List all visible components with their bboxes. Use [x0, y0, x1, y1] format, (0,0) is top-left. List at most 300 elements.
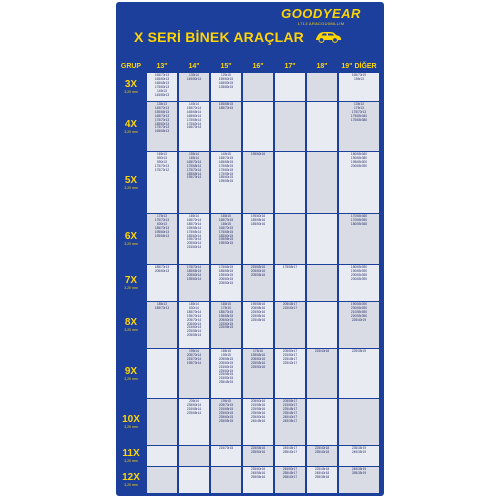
size-cell: [243, 152, 273, 213]
tire-size: 205/60r16: [250, 356, 266, 361]
column-header: 13": [156, 63, 168, 70]
tire-size: 195/60r16: [250, 214, 266, 218]
tire-size: 185/70r14: [186, 309, 202, 314]
group-row: [116, 302, 384, 348]
tire-size: 195/65r13: [154, 233, 170, 238]
tire-size: 205/70r15: [218, 402, 234, 407]
tire-size: 205/60r14: [186, 272, 202, 277]
tire-size: 175/60r15: [218, 167, 234, 172]
group-label: [116, 472, 146, 487]
tire-size: 245/45r17: [282, 446, 298, 450]
tire-size: 165/50r15: [218, 80, 234, 85]
tire-size: 135r13: [354, 102, 364, 106]
tire-size: 170/65r390: [350, 217, 368, 222]
tire-size: 195r14: [189, 349, 199, 353]
tire-size: 185/50r16: [250, 221, 266, 226]
tire-size: 225/40r17: [282, 360, 298, 365]
tire-size: 155/70r14: [186, 105, 202, 110]
tire-size: 215/65r16: [250, 265, 266, 269]
tire-size: 205/60r13: [154, 268, 170, 273]
tire-size: 245/50r17: [282, 467, 298, 471]
tire-size: 215/70r15: [218, 446, 234, 450]
tire-size: 145r14: [189, 102, 199, 106]
size-cell: [243, 214, 273, 264]
size-cell: [211, 152, 241, 213]
group-name: 10X: [122, 414, 140, 425]
size-cell: [339, 102, 379, 151]
size-cell: [147, 152, 177, 213]
tire-size: 195/70r14: [186, 237, 202, 242]
size-cell: [179, 302, 209, 348]
group-name: 12X: [122, 472, 140, 483]
tire-size: 175/65r15: [218, 265, 234, 269]
tire-size: 205/60r16: [250, 399, 266, 403]
tire-size: 195/65r16: [250, 352, 266, 357]
brand-tagline: 1713 ARACGUIMILLIM: [297, 21, 345, 26]
tire-size: 200/65r390: [350, 276, 368, 281]
size-cell: [147, 399, 177, 445]
size-cell: [211, 302, 241, 348]
tire-size: 135r14: [189, 73, 199, 77]
tire-size: 175/65r15: [218, 229, 234, 234]
group-name: 6X: [124, 231, 138, 242]
size-cell: [179, 399, 209, 445]
tire-size: 185/60r15: [218, 233, 234, 238]
group-label: [116, 119, 146, 134]
group-label: [116, 231, 146, 246]
tire-size: 195r15: [221, 352, 231, 357]
tire-size: 155r13: [354, 76, 364, 81]
tire-size: 195/55r16: [250, 302, 266, 306]
tire-size: 225/35r19: [351, 349, 367, 353]
group-row: [116, 214, 384, 264]
tire-size: 225/60r15: [218, 410, 234, 415]
size-cell: [307, 302, 337, 348]
size-cell: [147, 302, 177, 348]
size-cell: [307, 214, 337, 264]
size-cell: [339, 446, 379, 466]
tire-size: 215/50r15: [218, 376, 234, 381]
tire-size: 220/55r390: [350, 313, 368, 318]
group-size: 3,20 mm: [124, 425, 138, 429]
tire-size: 155/70r13: [154, 73, 170, 77]
tire-size: 205/55r14: [186, 333, 202, 338]
tire-size: 185/60r15: [218, 175, 234, 180]
size-cell: [147, 467, 177, 493]
tire-size: 180/65r390: [350, 265, 368, 269]
group-name: 4X: [124, 118, 138, 130]
size-cell: [179, 73, 209, 101]
tire-size: 245/35r19: [351, 449, 367, 454]
size-cell: [211, 265, 241, 301]
size-cell: [339, 214, 379, 264]
group-name: 11X: [122, 448, 140, 459]
tire-size: 195/55r15: [218, 179, 234, 184]
tire-size: 225/45r17: [282, 406, 298, 411]
tire-size: 235/55r15: [218, 418, 234, 423]
size-cell: [243, 446, 273, 466]
size-cell: [179, 446, 209, 466]
tire-size: 175r13: [157, 214, 167, 218]
tire-size: 165r14: [189, 155, 199, 160]
size-cell: [211, 349, 241, 398]
tire-size: 195/60r13: [154, 229, 170, 234]
tire-size: 205/55r16: [250, 272, 266, 277]
column-header: 16": [252, 63, 264, 70]
size-cell: [275, 214, 305, 264]
tire-size: 205/50r17: [282, 349, 298, 353]
group-size: 3,20 mm: [124, 286, 138, 290]
tire-size: 155r14: [189, 152, 199, 156]
tire-size: 165/60r14: [186, 113, 202, 118]
tire-size: 245/40r17: [282, 414, 298, 419]
tire-size: 135r13: [157, 102, 167, 106]
tire-size: 630r14: [189, 305, 199, 310]
tire-size: 205/60r15: [218, 276, 234, 281]
group-label: [116, 175, 146, 190]
tire-size: 185r15: [221, 349, 231, 353]
size-cell: [147, 446, 177, 466]
size-cell: [211, 399, 241, 445]
tire-size: 225/50r16: [250, 364, 266, 369]
tire-size: 195/70r14: [186, 313, 202, 318]
size-cell: [339, 399, 379, 445]
column-header: 19" DİĞER: [341, 63, 377, 70]
tire-size: 195/65r15: [218, 313, 234, 318]
column-header-row: [116, 62, 384, 72]
tire-size: 225/55r16: [250, 446, 266, 450]
group-row: [116, 446, 384, 466]
tire-size: 175/60r13: [154, 84, 170, 89]
tire-size: 195/60r16: [250, 152, 266, 156]
tire-size: 225/55r16: [250, 406, 266, 411]
tire-size: 210/55r390: [350, 309, 368, 314]
column-header: 15": [220, 63, 232, 70]
tire-size: 215/50r17: [282, 402, 298, 407]
tire-size: 165/70r14: [186, 217, 202, 222]
size-cell: [179, 102, 209, 151]
tire-size: 145r13: [157, 88, 167, 93]
group-name: 8X: [124, 317, 138, 328]
tire-size: 255/35r18: [314, 474, 330, 479]
chart-panel: [116, 2, 384, 496]
size-cell: [243, 399, 273, 445]
tire-size: 205/55r17: [282, 399, 298, 403]
size-cell: [307, 73, 337, 101]
tire-size: 225/55r16: [250, 360, 266, 365]
tire-size: 165/70r13: [154, 113, 170, 118]
tire-size: 255/45r17: [282, 470, 298, 475]
car-icon: [314, 28, 342, 44]
tire-size: 195r15: [221, 399, 231, 403]
group-label: [116, 275, 146, 290]
tire-size: 155/65r13: [154, 109, 170, 114]
tire-size: 145/80r14: [186, 76, 202, 81]
size-cell: [275, 102, 305, 151]
group-row: [116, 265, 384, 301]
tire-size: 235/45r15: [218, 380, 234, 385]
group-row: [116, 152, 384, 213]
tire-size: 205/55r16: [250, 305, 266, 310]
tire-size: 205/60r14: [186, 321, 202, 326]
size-cell: [307, 446, 337, 466]
tire-size: 175/70r13: [351, 109, 367, 114]
tire-size: 225/50r16: [250, 309, 266, 314]
tire-size: 175/70r14: [186, 265, 202, 269]
tire-size: 185/65r14: [186, 268, 202, 273]
tire-size: 225/55r16: [250, 313, 266, 318]
group-size: 3,20 mm: [124, 328, 138, 332]
size-cell: [339, 467, 379, 493]
size-cell: [339, 265, 379, 301]
group-name: 7X: [124, 275, 138, 286]
tire-size: 205/45r17: [282, 302, 298, 306]
tire-size: 245/55r16: [250, 470, 266, 475]
tire-size: 175/65r14: [186, 229, 202, 234]
tire-size: 205r14: [189, 399, 199, 403]
group-label: [116, 79, 146, 94]
tire-size: 205/60r15: [218, 317, 234, 322]
tire-size: 190/65r390: [350, 268, 368, 273]
tire-size: 205/65r15: [218, 356, 234, 361]
tire-size: 175r16: [253, 349, 263, 353]
tire-size: 205/70r14: [186, 352, 202, 357]
tire-size: 175/70r13: [154, 163, 170, 168]
size-cell: [275, 467, 305, 493]
tire-size: 190/65r390: [350, 302, 368, 306]
group-row: [116, 467, 384, 493]
tire-size: 185/70r13: [154, 265, 170, 269]
tire-size: 200/65r390: [350, 305, 368, 310]
tire-size: 225/55r14: [186, 329, 202, 334]
tire-size: 195/55r14: [186, 225, 202, 230]
tire-size: 225/45r16: [250, 317, 266, 322]
tire-size: 245/45r16: [250, 418, 266, 423]
tire-size: 235/60r14: [186, 402, 202, 407]
group-label: [116, 317, 146, 332]
tire-size: 175/70r13: [154, 117, 170, 122]
page-title: X SERİ BİNEK ARAÇLAR: [134, 29, 304, 45]
size-cell: [243, 265, 273, 301]
tire-size: 145r15: [221, 152, 231, 156]
size-cell: [211, 73, 241, 101]
tire-size: 165/60r13: [154, 76, 170, 81]
tire-size: 125r15: [221, 73, 231, 77]
size-cell: [339, 73, 379, 101]
tire-size: 145/80r13: [154, 92, 170, 97]
tire-size: 200/65r390: [350, 163, 368, 168]
size-cell: [211, 467, 241, 493]
group-row: [116, 73, 384, 101]
tire-size: 265/40r17: [282, 474, 298, 479]
tire-size: 255/40r17: [282, 449, 298, 454]
tire-size: 225/55r15: [218, 372, 234, 377]
group-row: [116, 349, 384, 398]
size-cell: [147, 214, 177, 264]
size-cell: [339, 349, 379, 398]
size-cell: [275, 349, 305, 398]
tire-size: 225/40r18: [314, 446, 330, 450]
size-cell: [179, 467, 209, 493]
group-size: 3,20 mm: [124, 459, 138, 463]
tire-size: 185r14: [189, 302, 199, 306]
column-header: GRUP: [120, 63, 142, 70]
group-size: 3,20 mm: [124, 129, 138, 134]
size-cell: [243, 102, 273, 151]
tire-size: 215/65r14: [186, 406, 202, 411]
size-cell: [147, 265, 177, 301]
goodyear-logo: GOODYEAR: [281, 6, 361, 21]
tire-size: 165/70r15: [218, 225, 234, 230]
tire-size: 225/55r15: [218, 325, 234, 330]
tire-size: 195/50r15: [218, 241, 234, 246]
column-header: 17": [284, 63, 296, 70]
tire-size: 235/50r16: [250, 449, 266, 454]
tire-size: 245/40r18: [314, 470, 330, 475]
tire-size: 165r15: [221, 302, 231, 306]
tire-size: 175r15: [221, 305, 231, 310]
tire-size: 165r15: [221, 214, 231, 218]
tire-size: 165r14: [189, 214, 199, 218]
tire-size: 215/40r18: [314, 349, 330, 353]
tire-size: 175/70r14: [186, 167, 202, 172]
tire-size: 225/60r15: [218, 368, 234, 373]
tire-size: 165/70r19: [351, 73, 367, 77]
column-header: 18": [316, 63, 328, 70]
tire-size: 175/65r14: [186, 163, 202, 168]
tire-size: 165/70r14: [186, 159, 202, 164]
tire-size: 195/65r300: [350, 159, 368, 164]
tire-size: 235/35r19: [351, 446, 367, 450]
tire-size: 185/65r15: [218, 268, 234, 273]
tire-size: 165/70r15: [218, 217, 234, 222]
tire-size: 185/60r13: [154, 121, 170, 126]
tire-size: 165/65r15: [218, 159, 234, 164]
size-cell: [211, 446, 241, 466]
tire-size: 590r13: [157, 155, 167, 160]
size-cell: [275, 73, 305, 101]
tire-size: 170/65r365: [350, 214, 368, 218]
size-cell: [339, 152, 379, 213]
tire-size: 165r15: [221, 221, 231, 226]
tire-size: 235/45r17: [282, 410, 298, 415]
tire-size: 185/55r16: [250, 217, 266, 222]
size-cell: [307, 102, 337, 151]
size-cell: [179, 214, 209, 264]
size-cell: [147, 349, 177, 398]
tire-size: 175/65r15: [218, 163, 234, 168]
tire-size: 205/60r14: [186, 241, 202, 246]
tire-size: 175/70r13: [154, 217, 170, 222]
size-cell: [307, 399, 337, 445]
tire-size: 205/60r16: [250, 268, 266, 273]
tire-size: 215/60r15: [218, 321, 234, 326]
group-size: 3,20 mm: [124, 483, 138, 487]
tire-size: 205/50r15: [218, 280, 234, 285]
tire-size: 195/60r15: [218, 272, 234, 277]
size-cell: [211, 102, 241, 151]
tire-size: 180/55r365: [350, 221, 368, 226]
tire-size: 215/60r14: [186, 325, 202, 330]
group-size: 3,20 mm: [124, 185, 138, 190]
size-cell: [307, 467, 337, 493]
tire-size: 215/60r15: [218, 364, 234, 369]
tire-size: 135/80r15: [218, 84, 234, 89]
tire-size: 175/60r14: [186, 121, 202, 126]
column-header: 14": [188, 63, 200, 70]
tire-size: 190/65r380: [350, 155, 368, 160]
tire-size: 590r13: [157, 159, 167, 164]
tire-size: 175/55r17: [282, 265, 298, 269]
tire-size: 245/35r17: [282, 418, 298, 423]
tire-size: 195/55r15: [218, 237, 234, 242]
tire-size: 195/60r14: [186, 276, 202, 281]
tire-size: 185/70r13: [154, 225, 170, 230]
tire-size: 235/55r16: [250, 410, 266, 415]
group-name: 3X: [124, 79, 138, 90]
tire-size: 205/60r15: [218, 360, 234, 365]
tire-size: 165/70r14: [186, 125, 202, 130]
tire-size: 175/70r13: [154, 125, 170, 130]
tire-size: 175r13: [354, 105, 364, 110]
group-size: 3,20 mm: [124, 242, 138, 246]
tire-size: 225/40r19: [351, 317, 367, 322]
tire-size: 155/60r15: [218, 76, 234, 81]
size-cell: [339, 302, 379, 348]
tire-size: 155/65r15: [218, 102, 234, 106]
size-cell: [179, 152, 209, 213]
tire-size: 165/65r13: [154, 129, 170, 134]
group-size: 3,20 mm: [124, 376, 138, 381]
group-name: 5X: [124, 174, 138, 186]
size-cell: [147, 102, 177, 151]
tire-size: 185/70r14: [186, 221, 202, 226]
tire-size: 145/70r13: [154, 105, 170, 110]
tire-size: 175/65r14: [186, 117, 202, 122]
tire-size: 225/45r18: [314, 467, 330, 471]
tire-size: 175/55r15: [218, 171, 234, 176]
tire-size: 180/65r360: [350, 152, 368, 156]
tire-size: 235/60r15: [218, 414, 234, 419]
size-cell: [179, 265, 209, 301]
group-size: 3,20 mm: [124, 90, 138, 94]
tire-size: 175/70r12: [154, 167, 170, 172]
tire-size: 185/70r15: [218, 309, 234, 314]
tire-size: 235/60r16: [250, 467, 266, 471]
tire-size: 215/40r17: [282, 305, 298, 310]
group-label: [116, 414, 146, 429]
tire-size: 245/35r19: [351, 467, 367, 471]
tire-size: 165r13: [157, 152, 167, 156]
tire-size: 185/70r13: [154, 305, 170, 310]
size-cell: [243, 467, 273, 493]
size-cell: [275, 152, 305, 213]
group-name: 9X: [124, 365, 138, 377]
tire-size: 215/60r14: [186, 245, 202, 250]
tire-size: 185r13: [157, 302, 167, 306]
tire-size: 195/70r14: [186, 175, 202, 180]
size-cell: [243, 302, 273, 348]
size-cell: [211, 214, 241, 264]
group-label: [116, 448, 146, 463]
tire-size: 235/40r18: [314, 449, 330, 454]
tire-size: 205/70r14: [186, 317, 202, 322]
tire-size: 185/70r15: [218, 105, 234, 110]
group-row: [116, 399, 384, 445]
tire-size: 165/65r13: [154, 80, 170, 85]
size-cell: [307, 152, 337, 213]
size-cell: [243, 349, 273, 398]
